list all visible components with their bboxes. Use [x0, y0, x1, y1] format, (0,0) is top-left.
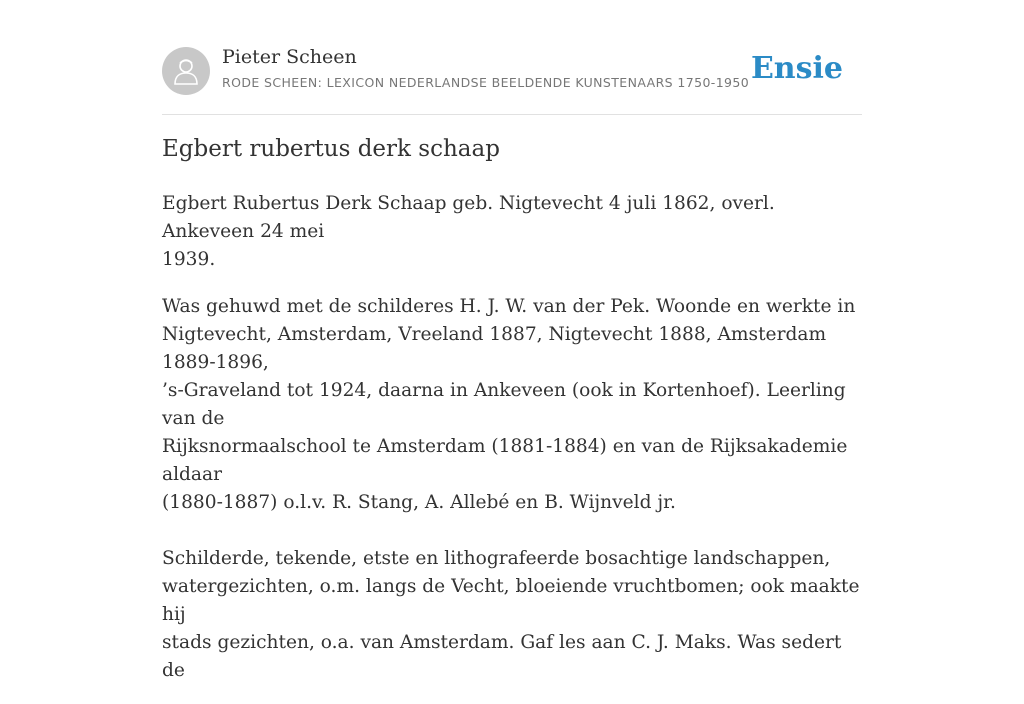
article-body — [162, 190, 862, 704]
paragraph: Was gehuwd met de schilderes H. J. W. van der Pek. Woonde en werkte in Nigtevecht, Amsterdam, Vreeland 1887, Nigtevecht 1888, Amsterdam 1889-1896, ’s-Graveland tot 1924, daarna in Ankeveen (ook in Kortenhoef). Leerling van de Rijksnormaalschool te Amsterdam (1881-1884) en van de Rijksakademie aldaar (1880-1887) o.l.v. R. Stang, A. Allebé en B. Wijnveld jr. Schilderde, tekende, etste en lithografeerde bosachtige landschappen, watergezichten, o.m. langs de Vecht, bloeiende vruchtbomen; ook maakte hij stads gezichten, o.a. van Amsterdam. Gaf les aan C. J. Maks. Was sedert de — [162, 296, 860, 681]
paragraph: Egbert Rubertus Derk Schaap geb. Nigtevecht 4 juli 1862, overl. Ankeveen 24 mei 1939. — [162, 193, 775, 270]
article-title: Egbert rubertus derk schaap — [162, 136, 500, 162]
author-avatar[interactable] — [162, 47, 210, 95]
user-icon — [173, 57, 199, 85]
source-title[interactable]: RODE SCHEEN: LEXICON NEDERLANDSE BEELDENDE KUNSTENAARS 1750-1950 — [222, 75, 750, 90]
article-header — [162, 46, 862, 115]
ensie-logo[interactable]: Ensie — [750, 51, 843, 86]
author-name[interactable]: Pieter Scheen — [222, 46, 357, 68]
